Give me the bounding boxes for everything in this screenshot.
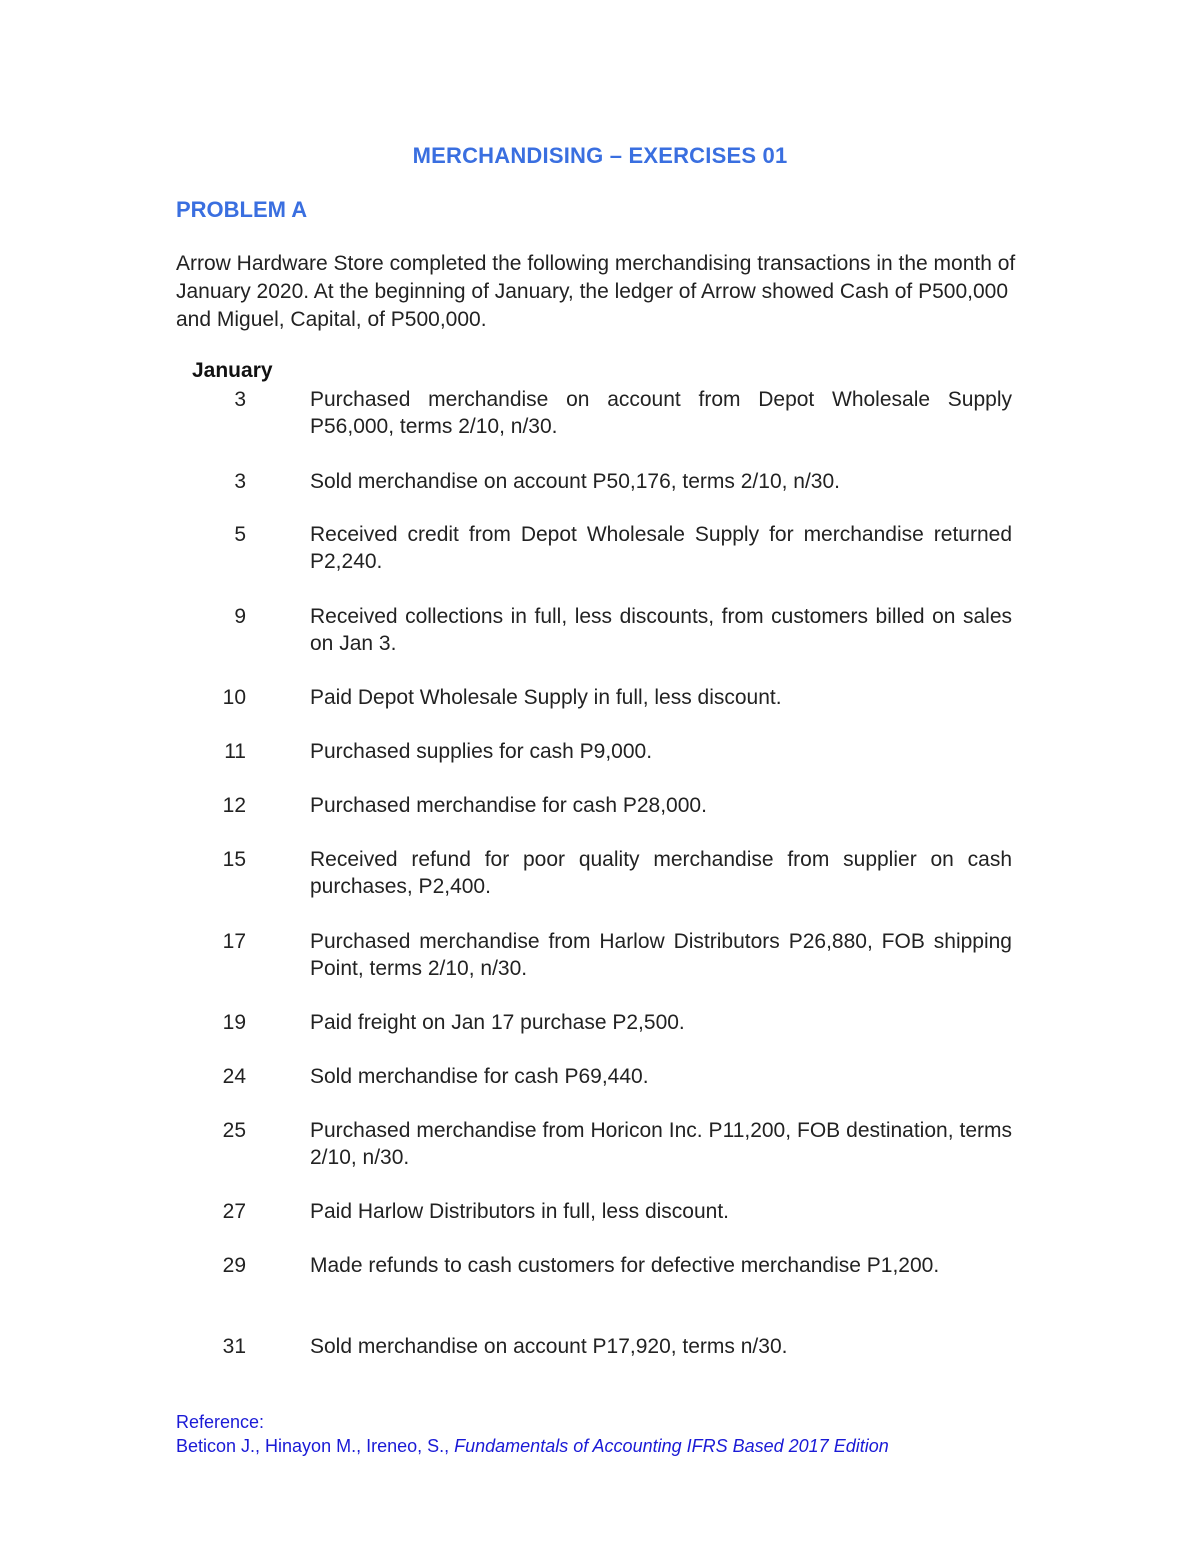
- transaction-text: Made refunds to cash customers for defective merchandise P1,200.: [310, 1254, 940, 1277]
- reference-authors: Beticon J., Hinayon M., Ireneo, S.,: [176, 1436, 455, 1456]
- transaction-day: 5: [234, 523, 246, 546]
- transaction-text: Received refund for poor quality merchandise from supplier on cash purchases, P2,400.: [310, 848, 1012, 898]
- transaction-day: 3: [234, 388, 246, 411]
- transaction-text: Paid Harlow Distributors in full, less discount.: [310, 1200, 729, 1223]
- month-label: January: [192, 359, 273, 382]
- transaction-text: Sold merchandise on account P50,176, terms 2/10, n/30.: [310, 470, 840, 493]
- transaction-day: 12: [222, 794, 246, 817]
- transaction-day: 25: [222, 1119, 246, 1142]
- transaction-day: 29: [222, 1254, 246, 1277]
- transaction-day: 9: [234, 605, 246, 628]
- document-title: MERCHANDISING – EXERCISES 01: [412, 143, 788, 168]
- transaction-day: 31: [222, 1335, 246, 1358]
- transaction-day: 27: [222, 1200, 246, 1223]
- transaction-text: Received collections in full, less discounts, from customers billed on sales on Jan 3.: [310, 605, 1012, 655]
- intro-paragraph: Arrow Hardware Store completed the following merchandising transactions in the month of January 2020. At the beginning of January, the ledger of Arrow showed Cash of P500,000 and Miguel, Capital, of P500,000.: [176, 252, 1016, 331]
- transaction-text: Sold merchandise for cash P69,440.: [310, 1065, 649, 1088]
- transaction-text: Purchased supplies for cash P9,000.: [310, 740, 653, 763]
- transaction-text: Paid Depot Wholesale Supply in full, less discount.: [310, 686, 782, 709]
- transaction-text: Purchased merchandise on account from Depot Wholesale Supply P56,000, terms 2/10, n/30.: [310, 388, 1012, 438]
- reference-label: Reference:: [176, 1412, 265, 1432]
- transaction-day: 11: [224, 740, 246, 763]
- transaction-text: Purchased merchandise for cash P28,000.: [310, 794, 707, 817]
- transaction-text: Paid freight on Jan 17 purchase P2,500.: [310, 1011, 685, 1034]
- transaction-day: 3: [234, 470, 246, 493]
- transaction-text: Purchased merchandise from Harlow Distributors P26,880, FOB shipping Point, terms 2/10, n/30.: [310, 930, 1012, 980]
- reference-citation: [176, 1434, 889, 1458]
- transaction-day: 24: [222, 1065, 246, 1088]
- transaction-day: 17: [222, 930, 246, 953]
- transaction-text: Received credit from Depot Wholesale Supply for merchandise returned P2,240.: [310, 523, 1012, 573]
- reference-block: [176, 1410, 889, 1458]
- problem-heading: PROBLEM A: [176, 197, 308, 222]
- transaction-day: 19: [222, 1011, 246, 1034]
- transaction-text: Sold merchandise on account P17,920, terms n/30.: [310, 1335, 788, 1358]
- transaction-day: 15: [222, 848, 246, 871]
- reference-book-title: Fundamentals of Accounting IFRS Based 2017 Edition: [454, 1436, 889, 1456]
- transaction-text: Purchased merchandise from Horicon Inc. P11,200, FOB destination, terms 2/10, n/30.: [310, 1119, 1012, 1169]
- transaction-day: 10: [222, 686, 246, 709]
